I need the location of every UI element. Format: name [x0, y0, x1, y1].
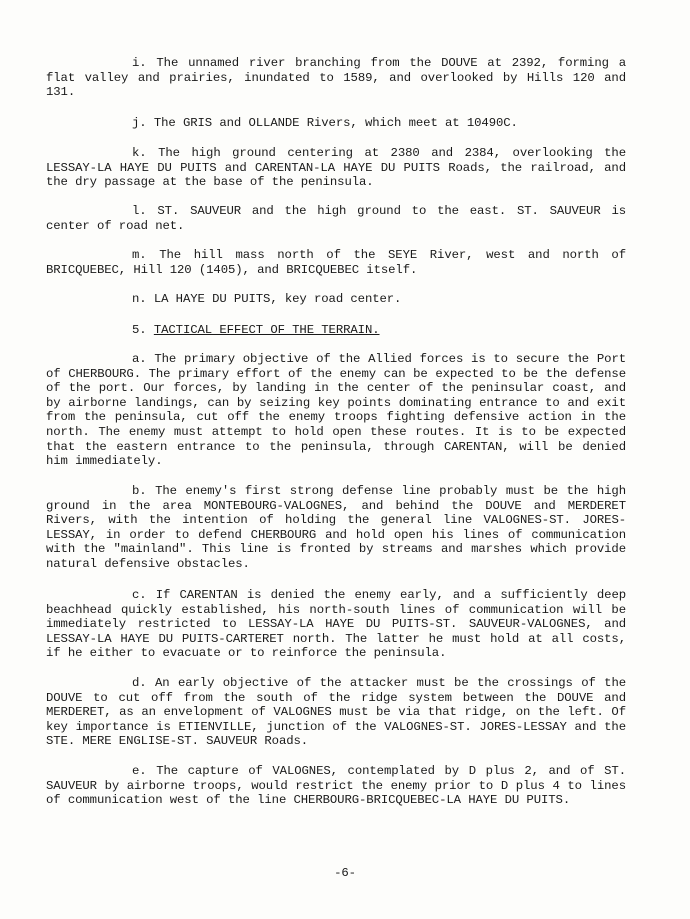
- section-number: 5.: [132, 323, 147, 337]
- paragraph-text: The primary objective of the Allied forces is to secure the Port of CHERBOURG. The primary effort of the enemy can be expected to be the defense of the port. Our forces, by landing in the center of the peninsular coast, and by airborne landings, can by seizing key points dominating entrance to and exit from the peninsula, cut off the enemy troops fighting defensive action in the north. The enemy must attempt to hold open these routes. It is to be expected that the eastern entrance to the peninsula, through CARENTAN, will be denied him immediately.: [46, 352, 626, 469]
- paragraph-label: m.: [132, 248, 147, 262]
- paragraph-text: The high ground centering at 2380 and 2384, overlooking the LESSAY-LA HAYE DU PUITS and CARENTAN-LA HAYE DU PUITS Roads, the railroad, and the dry passage at the base of the peninsula.: [46, 146, 626, 190]
- paragraph-label: b.: [132, 484, 147, 498]
- section-title: TACTICAL EFFECT OF THE TERRAIN.: [153, 323, 380, 337]
- paragraph-i: [46, 56, 626, 100]
- paragraph-label: l.: [132, 204, 147, 218]
- paragraph-m: [46, 248, 626, 277]
- paragraph-n: [46, 292, 626, 307]
- paragraph-label: i.: [132, 56, 147, 70]
- paragraph-text: The hill mass north of the SEYE River, west and north of BRICQUEBEC, Hill 120 (1405), and BRICQUEBEC itself.: [46, 248, 626, 277]
- page-number: -6-: [334, 866, 356, 880]
- paragraph-label: n.: [132, 292, 147, 306]
- subparagraph-a: [46, 352, 626, 469]
- paragraph-label: c.: [132, 588, 147, 602]
- subparagraph-b: [46, 484, 626, 572]
- paragraph-label: k.: [132, 146, 147, 160]
- paragraph-text: The unnamed river branching from the DOUVE at 2392, forming a flat valley and prairies, inundated to 1589, and overlooked by Hills 120 and 131.: [46, 56, 627, 100]
- paragraph-text: The capture of VALOGNES, contemplated by D plus 2, and of ST. SAUVEUR by airborne troops, would restrict the enemy prior to D plus 4 to lines of communication west of the line CHERBOURG-BRICQUEBEC-LA HAYE DU PUITS.: [46, 764, 626, 808]
- subparagraph-e: [46, 764, 626, 808]
- subparagraph-d: [46, 676, 626, 749]
- subparagraph-c: [46, 588, 626, 661]
- paragraph-text: If CARENTAN is denied the enemy early, and a sufficiently deep beachhead quickly established, his north-south lines of communication will be immediately restricted to LESSAY-LA HAYE DU PUITS-ST. SAUVEUR-VALOGNES, and LESSAY-LA HAYE DU PUITS-CARTERET north. The latter he must hold at all costs, if he either to evacuate or to reinforce the peninsula.: [46, 588, 627, 661]
- paragraph-label: j.: [132, 116, 147, 130]
- paragraph-k: [46, 146, 626, 190]
- paragraph-text: The enemy's first strong defense line probably must be the high ground in the area MONTEBOURG-VALOGNES, and behind the DOUVE and MERDERET Rivers, with the intention of holding the general line VALOGNES-ST. JORES-LESSAY, in order to defend CHERBOURG and hold open his lines of communication with the "mainland". This line is fronted by streams and marshes which provide natural defensive obstacles.: [46, 484, 626, 571]
- paragraph-label: d.: [132, 676, 147, 690]
- paragraph-label: e.: [132, 764, 147, 778]
- section-heading: [132, 323, 380, 338]
- paragraph-text: LA HAYE DU PUITS, key road center.: [153, 292, 402, 306]
- paragraph-j: [46, 116, 626, 131]
- paragraph-text: ST. SAUVEUR and the high ground to the east. ST. SAUVEUR is center of road net.: [46, 204, 627, 233]
- paragraph-l: [46, 204, 626, 233]
- paragraph-label: a.: [132, 352, 147, 366]
- paragraph-text: An early objective of the attacker must be the crossings of the DOUVE to cut off from the south of the ridge system between the DOUVE and MERDERET, as an envelopment of VALOGNES must be via that ridge, on the left. Of key importance is ETIENVILLE, junction of the VALOGNES-ST. JORES-LESSAY and the STE. MERE ENGLISE-ST. SAUVEUR Roads.: [46, 676, 627, 749]
- paragraph-text: The GRIS and OLLANDE Rivers, which meet at 10490C.: [153, 116, 518, 130]
